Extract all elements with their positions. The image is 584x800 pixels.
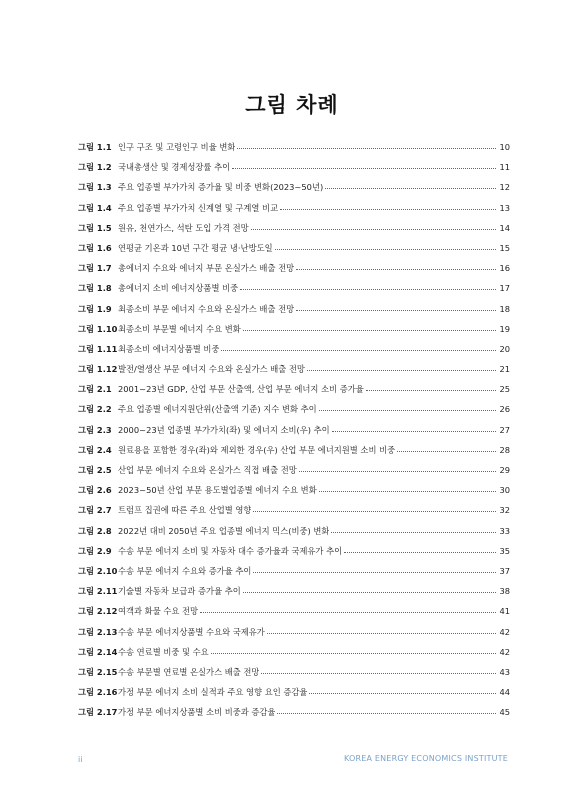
toc-entry-title: 트럼프 집권에 따른 주요 산업별 영향 [118, 505, 252, 516]
toc-entry[interactable] [78, 585, 510, 605]
toc-entry[interactable] [78, 202, 510, 222]
toc-entry-label: 그림 1.8 [78, 283, 112, 294]
toc-entry-page: 28 [499, 444, 510, 455]
toc-entry-page: 26 [499, 404, 510, 415]
toc-entry-page: 20 [499, 343, 510, 354]
toc-entry-title: 2001~23년 GDP, 산업 부문 산출액, 산업 부문 에너지 소비 증가율 [118, 384, 364, 395]
toc-entry-title: 2023~50년 산업 부문 용도별업종별 에너지 수요 변화 [118, 485, 317, 496]
toc-entry-label: 그림 2.15 [78, 666, 118, 677]
toc-entry[interactable] [78, 363, 510, 383]
toc-entry-title: 주요 업종별 부가가치 증가율 및 비중 변화(2023~50년) [118, 182, 324, 193]
toc-entry[interactable] [78, 222, 510, 242]
toc-entry-label: 그림 1.5 [78, 222, 112, 233]
toc-entry-title: 2022년 대비 2050년 주요 업종별 에너지 믹스(비중) 변화 [118, 525, 330, 536]
toc-entry-page: 32 [499, 505, 510, 516]
toc-entry[interactable] [78, 343, 510, 363]
toc-entry-title: 주요 업종별 에너지원단위(산출액 기준) 지수 변화 추이 [118, 404, 317, 415]
toc-entry-label: 그림 1.11 [78, 343, 118, 354]
toc-entry-label: 그림 1.10 [78, 323, 118, 334]
dot-leader [307, 365, 496, 371]
toc-entry-page: 18 [499, 303, 510, 314]
toc-entry-label: 그림 2.7 [78, 505, 112, 516]
toc-entry-label: 그림 1.3 [78, 182, 112, 193]
toc-entry-title: 2000~23년 업종별 부가가치(좌) 및 에너지 소비(우) 추이 [118, 424, 330, 435]
toc-entry-label: 그림 2.13 [78, 626, 118, 637]
toc-entry-page: 41 [499, 606, 510, 617]
dot-leader [221, 345, 496, 351]
toc-entry-page: 30 [499, 485, 510, 496]
toc-entry-title: 최종소비 부문별 에너지 수요 변화 [118, 323, 241, 334]
toc-entry-label: 그림 1.6 [78, 242, 112, 253]
toc-entry-title: 수송 부문 에너지 수요와 증가율 추이 [118, 565, 252, 576]
toc-entry-title: 원유, 천연가스, 석탄 도입 가격 전망 [118, 222, 249, 233]
toc-entry-title: 원료용을 포함한 경우(좌)와 제외한 경우(우) 산업 부문 에너지원별 소비 비중 [118, 444, 396, 455]
dot-leader [240, 284, 496, 290]
toc-entry[interactable] [78, 646, 510, 666]
toc-entry[interactable] [78, 303, 510, 323]
toc-entry-label: 그림 2.8 [78, 525, 112, 536]
dot-leader [267, 628, 496, 634]
dot-leader [237, 143, 496, 149]
toc-entry-page: 15 [499, 242, 510, 253]
toc-entry[interactable] [78, 444, 510, 464]
footer-publisher: KOREA ENERGY ECONOMICS INSTITUTE [343, 754, 508, 763]
toc-entry-page: 42 [499, 646, 510, 657]
toc-entry[interactable] [78, 262, 510, 282]
dot-leader [253, 567, 496, 573]
dot-leader [261, 668, 496, 674]
toc-entry-label: 그림 1.2 [78, 162, 112, 173]
toc-entry-label: 그림 2.12 [78, 606, 118, 617]
toc-entry-title: 최종소비 부문 에너지 수요와 온실가스 배출 전망 [118, 303, 295, 314]
toc-entry-page: 17 [499, 283, 510, 294]
dot-leader [211, 648, 496, 654]
toc-entry-label: 그림 2.10 [78, 565, 118, 576]
toc-entry-page: 44 [499, 687, 510, 698]
dot-leader [366, 385, 496, 391]
toc-entry-title: 기술별 자동차 보급과 증가율 추이 [118, 586, 241, 597]
toc-entry[interactable] [78, 403, 510, 423]
toc-entry-label: 그림 1.4 [78, 202, 112, 213]
toc-entry[interactable] [78, 424, 510, 444]
toc-entry-label: 그림 1.1 [78, 142, 112, 152]
toc-entry-label: 그림 2.4 [78, 444, 112, 455]
toc-entry-label: 그림 2.9 [78, 545, 112, 556]
dot-leader [275, 244, 496, 250]
toc-entry-page: 11 [499, 162, 510, 173]
toc-entry[interactable] [78, 141, 510, 161]
toc-entry[interactable] [78, 161, 510, 181]
dot-leader [243, 587, 496, 593]
toc-entry-title: 수송 연료별 비중 및 수요 [118, 646, 209, 657]
toc-entry-page: 37 [499, 565, 510, 576]
toc-entry-title: 인구 구조 및 고령인구 비율 변화 [118, 142, 236, 152]
toc-entry-label: 그림 2.17 [78, 707, 118, 718]
toc-entry-page: 19 [499, 323, 510, 334]
toc-entry-title: 가정 부문 에너지상품별 소비 비중과 증감율 [118, 707, 276, 718]
toc-entry-label: 그림 1.7 [78, 263, 112, 274]
toc-entry-label: 그림 2.2 [78, 404, 112, 415]
dot-leader [325, 183, 496, 189]
toc-entry-title: 산업 부문 에너지 수요와 온실가스 직접 배출 전망 [118, 465, 297, 475]
toc-entry[interactable] [78, 626, 510, 646]
toc-entry-label: 그림 2.3 [78, 424, 112, 435]
toc-entry-page: 43 [499, 666, 510, 677]
toc-entry-page: 21 [499, 364, 510, 375]
toc-entry[interactable] [78, 282, 510, 302]
toc-entry-page: 27 [499, 424, 510, 435]
dot-leader [309, 688, 496, 694]
toc-entry-title: 총에너지 소비 에너지상품별 비중 [118, 283, 239, 294]
page-title: 그림 차례 [245, 93, 339, 117]
dot-leader [200, 607, 496, 613]
toc-entry[interactable] [78, 565, 510, 585]
toc-entry-title: 주요 업종별 부가가치 신계열 및 구계열 비교 [118, 202, 279, 213]
toc-entry[interactable] [78, 242, 510, 262]
toc-entry-page: 35 [499, 545, 510, 556]
toc-entry-page: 33 [499, 525, 510, 536]
toc-entry-page: 45 [499, 707, 510, 718]
toc-entry-title: 발전/열생산 부문 에너지 수요와 온실가스 배출 전망 [118, 364, 305, 375]
dot-leader [332, 426, 496, 432]
toc-entry-page: 29 [499, 465, 510, 475]
dot-leader [280, 204, 496, 210]
dot-leader [296, 264, 496, 270]
toc-entry[interactable] [78, 484, 510, 504]
toc-entry-page: 10 [499, 142, 510, 152]
toc-entry-title: 수송 부문 에너지 소비 및 자동차 대수 증가율과 국제유가 추이 [118, 545, 343, 556]
toc-entry[interactable] [78, 686, 510, 706]
toc-entry-title: 여객과 화물 수요 전망 [118, 606, 199, 617]
dot-leader [253, 506, 496, 512]
figure-toc-list [78, 141, 510, 726]
toc-entry-title: 수송 부문 에너지상품별 수요와 국제유가 [118, 626, 265, 637]
dot-leader [296, 305, 496, 311]
toc-entry[interactable] [78, 525, 510, 545]
toc-entry-label: 그림 2.5 [78, 465, 112, 475]
dot-leader [397, 446, 496, 452]
toc-entry[interactable] [78, 181, 510, 201]
toc-entry-title: 총에너지 수요와 에너지 부문 온실가스 배출 전망 [118, 263, 295, 274]
toc-entry[interactable] [78, 323, 510, 343]
dot-leader [319, 405, 496, 411]
toc-entry-page: 38 [499, 586, 510, 597]
dot-leader [251, 224, 496, 230]
toc-entry-label: 그림 2.6 [78, 485, 112, 496]
toc-entry[interactable] [78, 504, 510, 524]
toc-entry-page: 13 [499, 202, 510, 213]
toc-entry[interactable] [78, 605, 510, 625]
toc-entry[interactable] [78, 464, 510, 484]
dot-leader [331, 527, 496, 533]
toc-entry-label: 그림 2.1 [78, 384, 112, 395]
toc-entry[interactable] [78, 383, 510, 403]
toc-entry-title: 가정 부문 에너지 소비 실적과 주요 영향 요인 증감율 [118, 687, 308, 698]
toc-entry-label: 그림 1.12 [78, 364, 118, 375]
toc-entry-label: 그림 2.11 [78, 586, 118, 597]
toc-entry-title: 국내총생산 및 경제성장률 추이 [118, 162, 231, 173]
dot-leader [232, 163, 496, 169]
toc-entry-page: 14 [499, 222, 510, 233]
toc-entry-title: 연평균 기온과 10년 구간 평균 냉·난방도일 [118, 242, 273, 253]
dot-leader [277, 708, 496, 714]
toc-entry-page: 16 [499, 263, 510, 274]
toc-entry-title: 수송 부문별 연료별 온실가스 배출 전망 [118, 666, 260, 677]
toc-entry-page: 42 [499, 626, 510, 637]
dot-leader [319, 486, 496, 492]
dot-leader [344, 547, 496, 553]
toc-entry[interactable] [78, 545, 510, 565]
toc-entry-page: 25 [499, 384, 510, 395]
toc-entry-title: 최종소비 에너지상품별 비중 [118, 343, 220, 354]
dot-leader [243, 325, 496, 331]
toc-entry-label: 그림 1.9 [78, 303, 112, 314]
footer-page-number: ii [78, 755, 83, 764]
toc-entry[interactable] [78, 706, 510, 726]
toc-entry-page: 12 [499, 182, 510, 193]
toc-entry[interactable] [78, 666, 510, 686]
toc-entry-label: 그림 2.16 [78, 687, 118, 698]
dot-leader [299, 466, 496, 472]
toc-entry-label: 그림 2.14 [78, 646, 118, 657]
